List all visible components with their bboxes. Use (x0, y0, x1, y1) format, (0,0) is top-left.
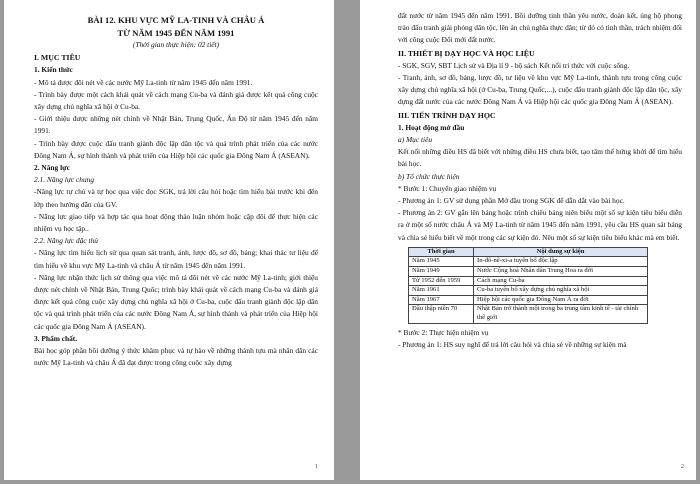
subheading: 1. Kiến thức (34, 65, 73, 75)
table-cell: Hiệp hội các quốc gia Đông Nam Á ra đời (474, 295, 648, 305)
table-cell: Đầu thập niên 70 (409, 305, 474, 323)
section-heading: II. THIẾT BỊ DẠY HỌC VÀ HỌC LIỆU (398, 48, 535, 58)
paragraph: - Mô tả được đôi nét về các nước Mỹ La-tinh từ năm 1945 đến năm 1991. (34, 77, 253, 87)
paragraph: * Bước 1: Chuyển giao nhiệm vụ (398, 183, 497, 193)
table-cell: Năm 1967 (409, 295, 474, 305)
document-page-2 (360, 0, 696, 480)
table-cell: Nhật Bản trở thành một trong ba trung tâm kinh tế - tài chính thế giới (474, 305, 648, 323)
table-cell: Cách mạng Cu-ba (474, 276, 648, 286)
paragraph: - Năng lực tìm hiểu lịch sử qua quan sát tranh, ảnh, lược đồ, sơ đồ, bảng; khai thác tư liệu để tìm hiểu về khu vực Mỹ La-tinh và châu Á từ năm 1945 đến năm 1991. (34, 248, 318, 270)
paragraph: Kết nối những điều HS đã biết với những điều HS chưa biết, tạo tâm thế hứng khởi để tìm hiểu bài học. (398, 147, 682, 169)
page-number: 1 (314, 463, 318, 470)
table-row (409, 267, 648, 277)
table-header-row (409, 247, 648, 257)
document-page-1 (4, 0, 334, 480)
paragraph: - Trình bày được một cách khái quát về cách mạng Cu-ba và đánh giá được kết quả công cuộc xây dựng chủ nghĩa xã hội ở Cu-ba. (34, 89, 318, 112)
time-note: (Thời gian thực hiện: 02 tiết) (132, 40, 220, 49)
table-cell: In-đô-nê-xi-a tuyên bố độc lập (474, 257, 648, 267)
paragraph: - SGK, SGV, SBT Lịch sử và Địa lí 9 - bộ sách Kết nối tri thức với cuộc sống. (398, 60, 630, 70)
paragraph: đất nước từ năm 1945 đến năm 1991. Bồi dưỡng tinh thần yêu nước, đoàn kết, ủng hộ phong trào đấu tranh giải phóng dân tộc, lên án chủ nghĩa thực dân; từ đó có tình thần, trách nhiệm đối với công cuộc Đổi mới đất nước. (398, 11, 682, 45)
subheading: 3. Phẩm chất. (34, 333, 78, 343)
lesson-subtitle: TỪ NĂM 1945 ĐẾN NĂM 1991 (117, 27, 235, 38)
table-cell: Năm 1949 (409, 267, 474, 277)
paragraph: - Tranh, ảnh, sơ đồ, bảng, lược đồ, tư liệu về khu vực Mỹ La-tinh, thành tựu trong công cuộc xây dựng chủ nghĩa xã hội (ở Cu-ba, Trung Quốc,...), cuộc đấu tranh giành độc lập dân tộc, xây dựng đất nước của các nước Đông Nam Á và Hiệp hội các quốc gia Đông Nam Á (ASEAN). (398, 73, 682, 107)
paragraph: - Năng lực giao tiếp và hợp tác qua hoạt động thảo luận nhóm hoặc cặp đôi để thực hiện các nhiệm vụ học tập.. (34, 211, 318, 234)
paragraph: Bài học góp phần bồi dưỡng ý thức khâm phục và tự hào về những thành tựu mà nhân dân các nước Mỹ La-tinh và châu Á đã đạt được trong công cuộc xây dựng (34, 346, 318, 368)
subheading: 1. Hoạt động mở đầu (398, 122, 465, 132)
sub-subheading: 2.2. Năng lực đặc thù (34, 236, 98, 246)
page-number: 2 (680, 463, 684, 470)
sub-subheading: a) Mục tiêu (398, 135, 433, 145)
section-heading: I. MỤC TIÊU (34, 53, 81, 63)
lesson-title: BÀI 12. KHU VỰC MỸ LA-TINH VÀ CHÂU Á (87, 15, 265, 25)
table-row (409, 286, 648, 296)
paragraph: - Phương án 1: HS suy nghĩ để trả lời câu hỏi và chia sẻ về những sự kiện mà (398, 339, 627, 349)
section-heading: III. TIẾN TRÌNH DẠY HỌC (398, 110, 496, 120)
table-row (409, 276, 648, 286)
paragraph: - Trình bày được cuộc đấu tranh giành độc lập dân tộc và quá trình phát triển của các nước Đông Nam Á, sự hình thành và phát triển của Hiệp hội các quốc gia Đông Nam Á (ASEAN). (34, 138, 318, 160)
paragraph: - Giới thiệu được những nét chính về Nhật Bản, Trung Quốc, Ấn Độ từ năm 1945 đến năm 1991. (34, 114, 318, 136)
sub-subheading: b) Tổ chức thực hiện (398, 171, 460, 181)
table-row (409, 305, 648, 323)
table-cell: Nước Cộng hoà Nhân dân Trung Hoa ra đời (474, 267, 648, 277)
table-cell: Năm 1961 (409, 286, 474, 296)
paragraph: - Năng lực nhận thức lịch sử thông qua việc mô tả đôi nét về các nước Mỹ La-tinh; giới thiệu được nét chính về Nhật Bản, Trung Quốc; trình bày khái quát về cách mạng Cu-ba và đánh giá được kết quả công cuộc xây dựng chủ nghĩa xã hội ở Cu-ba, cuộc đấu tranh giành độc lập dân tộc và quá trình phát triển của các nước Đông Nam Á, sự hình thành và phát triển của Hiệp hội các quốc gia Đông Nam Á (ASEAN). (34, 272, 318, 331)
table-cell: Năm 1945 (409, 257, 474, 267)
table-cell: Từ 1952 đến 1959 (409, 276, 474, 286)
events-table (408, 247, 648, 324)
table-header: Thời gian (409, 247, 474, 257)
table-header: Nội dung sự kiện (474, 247, 648, 257)
paragraph: - Phương án 1: GV sử dụng phần Mở đầu trong SGK để dẫn dắt vào bài học. (398, 196, 625, 206)
paragraph: * Bước 2: Thực hiện nhiệm vụ (398, 327, 489, 337)
table-cell: Cu-ba tuyên bố xây dựng chủ nghĩa xã hội (474, 286, 648, 296)
paragraph: - Phương án 2: GV gắn lên bảng hoặc trình chiếu bảng niên biểu một số sự kiện tiêu biểu diễn ra ở một số nước châu Á và Mỹ La-tinh từ năm 1945 đến năm 1991, yêu cầu HS quan sát bảng và chia sẻ hiểu biết về một trong các sự kiện đó. Nêu một số sự kiện tiêu biểu khác mà em biết. (398, 208, 682, 242)
paragraph: -Năng lực tự chủ và tự học qua việc đọc SGK, trả lời câu hỏi hoặc tìm hiểu bài trước khi đến lớp theo hướng dẫn của GV. (34, 187, 318, 209)
table-row (409, 257, 648, 267)
table-row (409, 295, 648, 305)
subheading: 2. Năng lực (34, 163, 70, 173)
sub-subheading: 2.1. Năng lực chung (34, 175, 95, 185)
